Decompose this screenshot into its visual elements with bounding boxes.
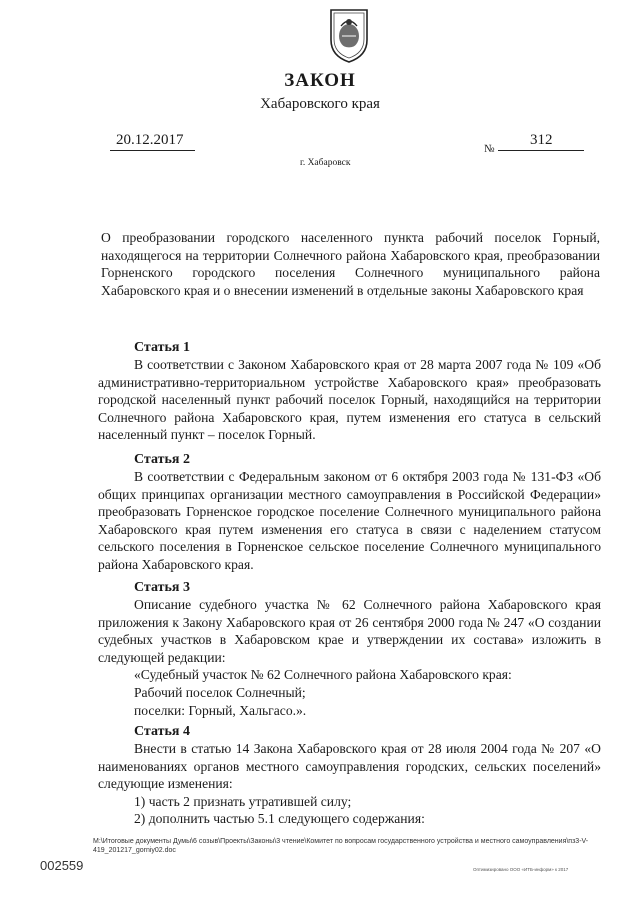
number-underline <box>498 150 584 151</box>
article-text: Описание судебного участка № 62 Солнечного района Хабаровского края приложения к Закону Хабаровского края от 26 сентября 2000 года № 247 «О создании судебных участков в Хабаровском крае и утверждении их состава» изложить в следующей редакции: <box>98 597 601 665</box>
quote-line: Рабочий поселок Солнечный; <box>134 684 306 700</box>
document-type-title: ЗАКОН <box>284 70 356 91</box>
print-stamp: Оптимизировано ООО «ИТБ-информ» к 2017 <box>473 867 569 872</box>
article-4 <box>98 724 601 828</box>
article-title: Статья 1 <box>134 340 190 355</box>
document-number: 312 <box>530 132 553 148</box>
article-2 <box>98 452 601 574</box>
list-item: 1) часть 2 признать утратившей силу; <box>134 793 352 809</box>
article-text: Внести в статью 14 Закона Хабаровского края от 28 июля 2004 года № 207 «О наименованиях органов местного самоуправления городских, сельских поселений» следующие изменения: <box>98 741 601 792</box>
article-title: Статья 3 <box>134 580 190 595</box>
list-item: 2) дополнить частью 5.1 следующего содержания: <box>134 811 425 827</box>
number-label: № <box>484 143 495 155</box>
registration-number: 002559 <box>40 858 84 873</box>
article-text: В соответствии с Федеральным законом от 6 октября 2003 года № 131-ФЗ «Об общих принципах организации местного самоуправления в Российской Федерации» преобразовать Горненское городское поселение Солнечного муниципального района Хабаровского края путем изменения его статуса в связи с наделением статусом сельского поселения в Горненское сельское поселение Солнечного муниципального района Хабаровского края. <box>98 469 601 572</box>
date-underline <box>110 150 195 151</box>
city-label: г. Хабаровск <box>300 158 351 168</box>
article-title: Статья 4 <box>134 724 190 739</box>
article-1 <box>98 340 601 444</box>
document-date: 20.12.2017 <box>116 132 184 148</box>
coat-of-arms-icon <box>327 6 371 64</box>
file-path: M:\Итоговые документы Думы\6 созыв\Проекты\Законы\3 чтение\Комитет по вопросам государственного устройства и местного самоуправления\пз3-V-419_201217_gorniy02.doc <box>93 838 589 854</box>
quote-line: поселки: Горный, Хальгасо.». <box>134 702 307 718</box>
document-heading: О преобразовании городского населенного пункта рабочий поселок Горный, находящегося на территории Солнечного района Хабаровского края, преобразовании Горненского городского поселения Солнечного муниципального района Хабаровского края и о внесении изменений в отдельные законы Хабаровского края <box>101 230 600 298</box>
quote-line: «Судебный участок № 62 Солнечного района Хабаровского края: <box>134 667 512 683</box>
article-3 <box>98 580 601 719</box>
article-text: В соответствии с Законом Хабаровского края от 28 марта 2007 года № 109 «Об административно-территориальном устройстве Хабаровского края» преобразовать городской населенный пункт рабочий поселок Горный, находящийся на территории Солнечного района Хабаровского края, путем изменения его статуса в сельский населенный пункт – поселок Горный. <box>98 357 601 443</box>
issuing-region: Хабаровского края <box>260 96 380 112</box>
article-title: Статья 2 <box>134 452 190 467</box>
